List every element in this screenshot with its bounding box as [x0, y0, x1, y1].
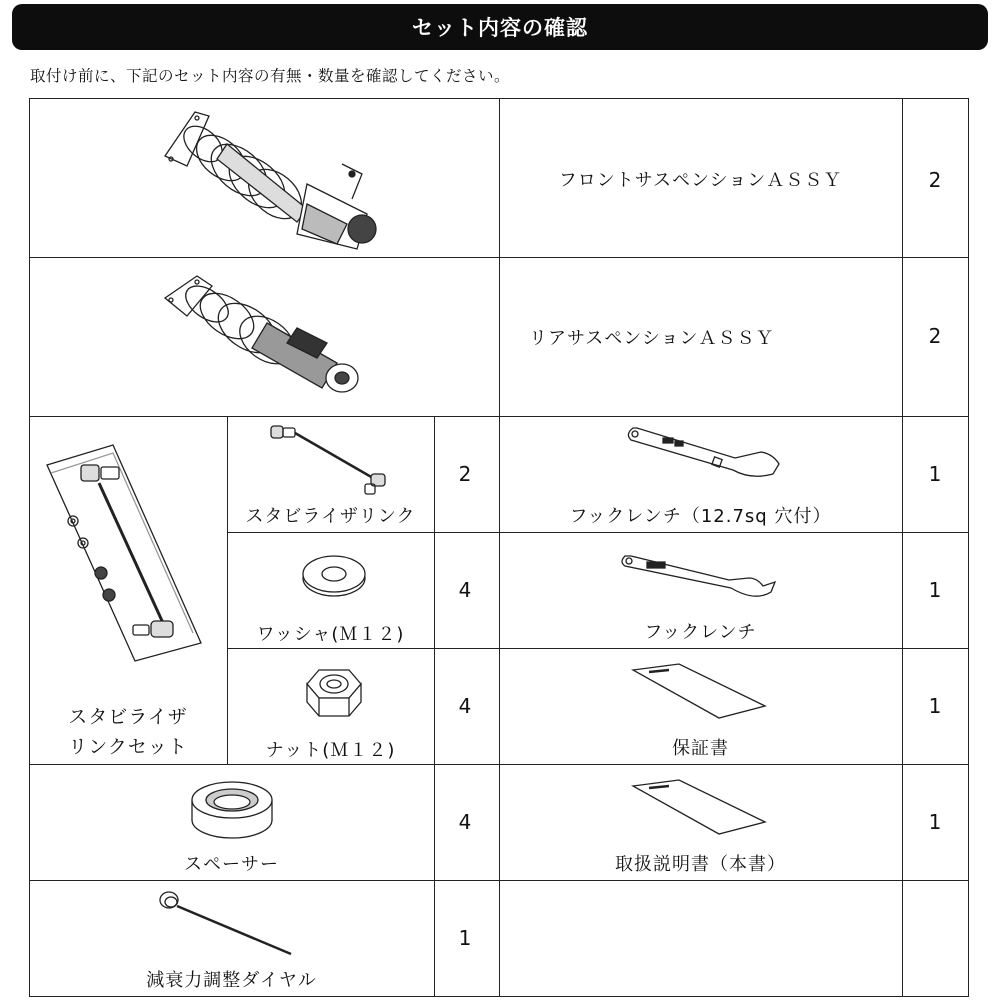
stabilizer-link-qty: 2 [458, 462, 472, 486]
manual-label: 取扱説明書（本書） [615, 854, 786, 875]
rear-suspension-qty: 2 [928, 324, 942, 348]
hook-wrench-hole-qty: 1 [928, 462, 942, 486]
damping-dial-qty: 1 [458, 926, 472, 950]
stabilizer-link-set-label-1: スタビライザ [68, 706, 188, 728]
front-suspension-qty: 2 [928, 168, 942, 192]
intro-text: 取付け前に、下記のセット内容の有無・数量を確認してください。 [30, 67, 511, 85]
stabilizer-link-label: スタビライザリンク [245, 506, 416, 527]
washer-icon [299, 552, 369, 602]
parts-table [29, 98, 969, 997]
hook-wrench-hole-label: フックレンチ（12.7sq 穴付） [569, 506, 832, 527]
hook-wrench-label: フックレンチ [644, 622, 757, 643]
warranty-sheet-icon [629, 662, 769, 722]
manual-qty: 1 [928, 810, 942, 834]
nut-icon [301, 664, 367, 720]
nut-qty: 4 [458, 694, 472, 718]
spacer-icon [187, 778, 277, 844]
nut-label: ナット(Ｍ１２) [265, 740, 396, 761]
washer-qty: 4 [458, 578, 472, 602]
hook-wrench-icon [619, 552, 779, 612]
manual-sheet-icon [629, 778, 769, 838]
section-title: セット内容の確認 [12, 4, 988, 50]
spacer-qty: 4 [458, 810, 472, 834]
damping-dial-icon [157, 888, 297, 960]
warranty-qty: 1 [928, 694, 942, 718]
hook-wrench-hole-icon [623, 424, 783, 484]
front-suspension-label: フロントサスペンションＡＳＳＹ [558, 170, 843, 191]
damping-dial-label: 減衰力調整ダイヤル [146, 970, 317, 991]
washer-label: ワッシャ(Ｍ１２) [256, 624, 405, 645]
warranty-label: 保証書 [672, 738, 729, 759]
stabilizer-link-icon [267, 420, 397, 500]
rear-suspension-icon [157, 268, 377, 408]
spacer-label: スペーサー [184, 854, 279, 875]
front-suspension-icon [157, 104, 377, 254]
rear-suspension-label: リアサスペンションＡＳＳＹ [529, 328, 775, 349]
stabilizer-link-set-icon [43, 443, 213, 663]
stabilizer-link-set-label-2: リンクセット [68, 736, 188, 758]
hook-wrench-qty: 1 [928, 578, 942, 602]
